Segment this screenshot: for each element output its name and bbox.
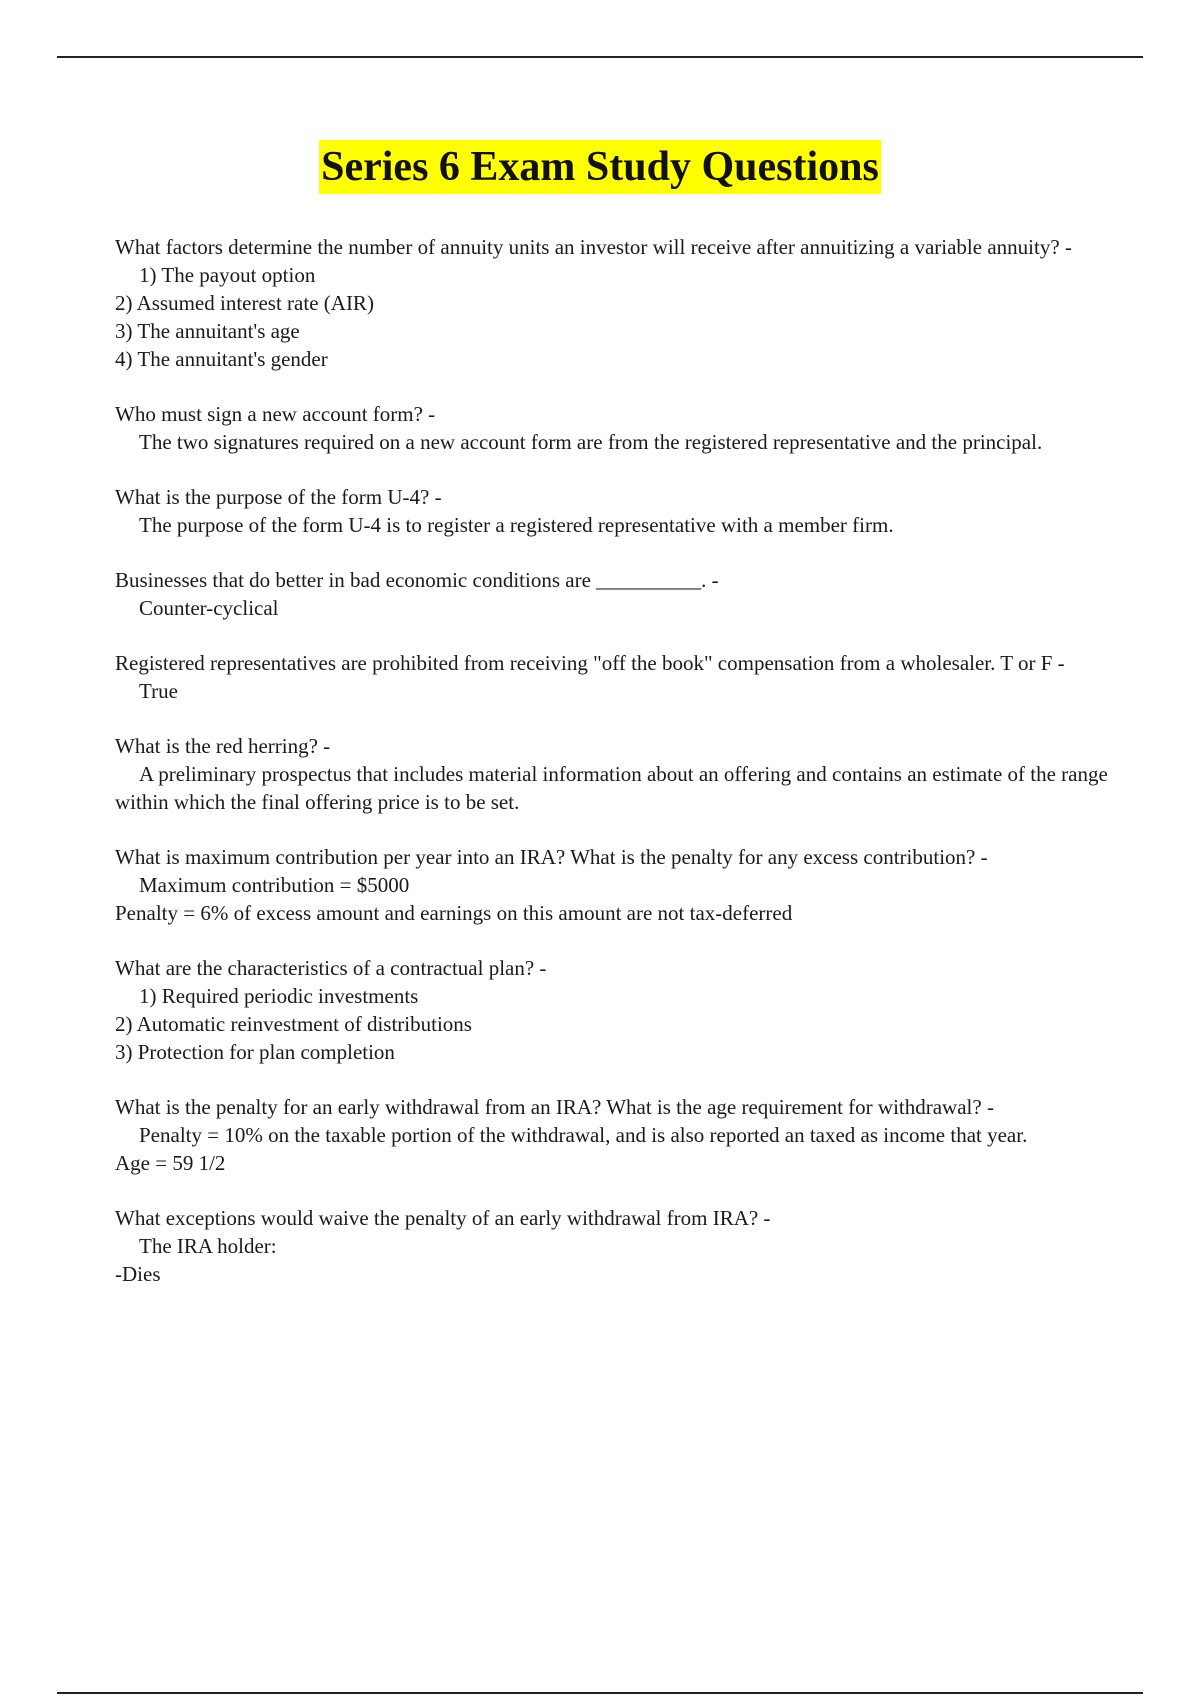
- question-text: What is the red herring? -: [115, 734, 331, 758]
- question-text: What is maximum contribution per year into an IRA? What is the penalty for any excess contribution? -: [115, 845, 988, 869]
- question-text: Businesses that do better in bad economic conditions are __________. -: [115, 568, 719, 592]
- qa-item-7: [115, 843, 1115, 927]
- answer-text: True: [139, 679, 178, 703]
- question-text: What exceptions would waive the penalty of an early withdrawal from IRA? -: [115, 1206, 771, 1230]
- qa-item-10: [115, 1204, 1115, 1288]
- question-text: What is the purpose of the form U-4? -: [115, 485, 442, 509]
- qa-item-3: [115, 483, 1115, 539]
- answer-text: Counter-cyclical: [139, 596, 279, 620]
- qa-item-6: [115, 732, 1115, 816]
- study-questions: [115, 233, 1115, 1315]
- answer-text: Maximum contribution = $5000 Penalty = 6% of excess amount and earnings on this amount are not tax-deferred: [115, 873, 793, 925]
- answer-text: The two signatures required on a new account form are from the registered representative and the principal.: [139, 430, 1043, 454]
- answer-text: A preliminary prospectus that includes material information about an offering and contains an estimate of the range within which the final offering price is to be set.: [115, 762, 1114, 814]
- qa-item-8: [115, 954, 1115, 1066]
- question-text: What are the characteristics of a contractual plan? -: [115, 956, 547, 980]
- answer-text: The purpose of the form U-4 is to register a registered representative with a member firm.: [139, 513, 894, 537]
- qa-item-4: [115, 566, 1115, 622]
- qa-item-9: [115, 1093, 1115, 1177]
- top-rule: [57, 56, 1143, 58]
- qa-item-2: [115, 400, 1115, 456]
- question-text: Who must sign a new account form? -: [115, 402, 436, 426]
- question-text: What factors determine the number of annuity units an investor will receive after annuitizing a variable annuity? -: [115, 235, 1072, 259]
- title-container: [0, 140, 1200, 194]
- answer-text: 1) The payout option 2) Assumed interest rate (AIR) 3) The annuitant's age 4) The annuitant's gender: [115, 263, 374, 371]
- answer-text: Penalty = 10% on the taxable portion of the withdrawal, and is also reported an taxed as income that year. Age = 59 1/2: [115, 1123, 1028, 1175]
- answer-text: The IRA holder: -Dies: [115, 1234, 277, 1286]
- qa-item-5: [115, 649, 1115, 705]
- page-title: Series 6 Exam Study Questions: [319, 140, 881, 194]
- question-text: Registered representatives are prohibited from receiving "off the book" compensation from a wholesaler. T or F -: [115, 651, 1065, 675]
- qa-item-1: [115, 233, 1115, 373]
- bottom-rule: [57, 1692, 1143, 1694]
- question-text: What is the penalty for an early withdrawal from an IRA? What is the age requirement for withdrawal? -: [115, 1095, 994, 1119]
- answer-text: 1) Required periodic investments 2) Automatic reinvestment of distributions 3) Protection for plan completion: [115, 984, 472, 1064]
